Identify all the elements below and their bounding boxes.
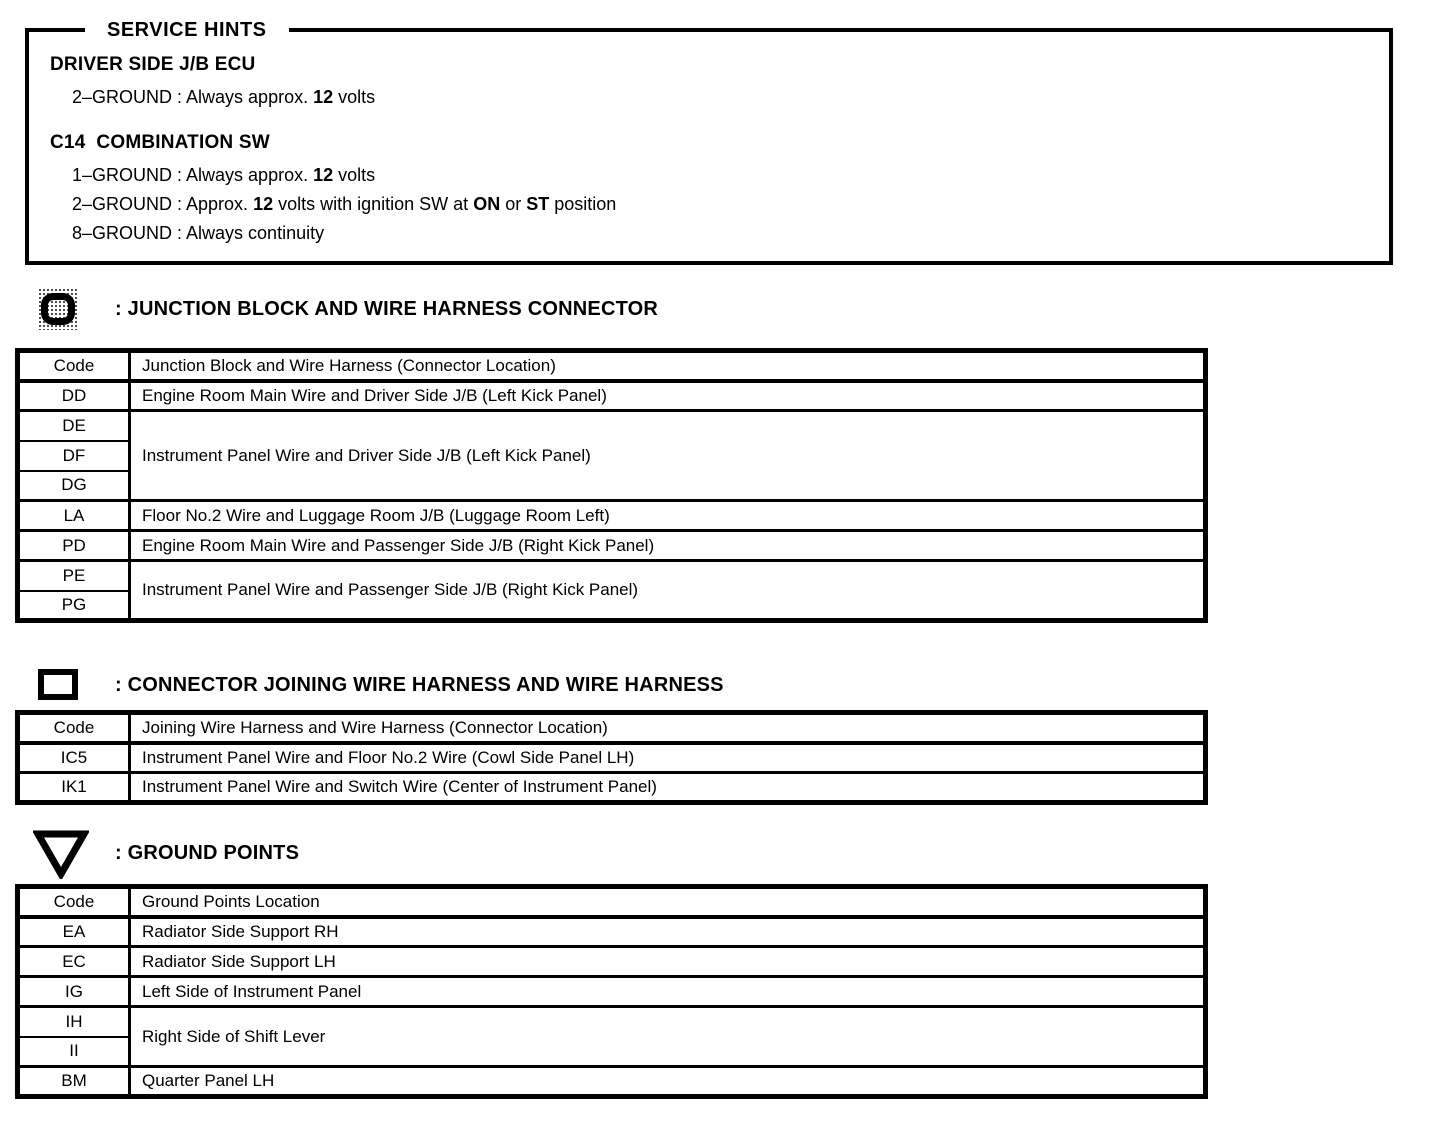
table-row bbox=[18, 561, 1206, 591]
table-row bbox=[18, 1067, 1206, 1097]
hint-line: 2–GROUND : Approx. 12 volts with ignition SW at ON or ST position bbox=[72, 194, 617, 214]
table-row bbox=[18, 501, 1206, 531]
code-cell: DE bbox=[18, 411, 130, 441]
ground-point-icon bbox=[33, 829, 89, 884]
hint-line: 1–GROUND : Always approx. 12 volts bbox=[72, 165, 376, 185]
legend-label-ground-points: : GROUND POINTS bbox=[115, 842, 300, 864]
code-cell: PE bbox=[18, 561, 130, 591]
table-row bbox=[18, 531, 1206, 561]
service-hints-box bbox=[25, 19, 1393, 265]
column-header-code: Code bbox=[18, 351, 130, 381]
joining-connector-icon bbox=[38, 669, 78, 700]
location-cell: Instrument Panel Wire and Switch Wire (Center of Instrument Panel) bbox=[130, 773, 1206, 803]
location-cell: Radiator Side Support RH bbox=[130, 917, 1206, 947]
location-cell: Right Side of Shift Lever bbox=[130, 1007, 1206, 1067]
code-cell: IH bbox=[18, 1007, 130, 1037]
code-cell: II bbox=[18, 1037, 130, 1067]
code-cell: DD bbox=[18, 381, 130, 411]
code-cell: PD bbox=[18, 531, 130, 561]
hint-group-heading-c14-combination-sw: C14 COMBINATION SW bbox=[50, 132, 270, 153]
table-row bbox=[18, 381, 1206, 411]
location-cell: Instrument Panel Wire and Floor No.2 Wire (Cowl Side Panel LH) bbox=[130, 743, 1206, 773]
column-header-location: Joining Wire Harness and Wire Harness (Connector Location) bbox=[130, 713, 1206, 743]
code-cell: IG bbox=[18, 977, 130, 1007]
location-cell: Instrument Panel Wire and Driver Side J/B (Left Kick Panel) bbox=[130, 411, 1206, 501]
column-header-location: Junction Block and Wire Harness (Connector Location) bbox=[130, 351, 1206, 381]
location-cell: Floor No.2 Wire and Luggage Room J/B (Luggage Room Left) bbox=[130, 501, 1206, 531]
table-row bbox=[18, 917, 1206, 947]
location-cell: Engine Room Main Wire and Driver Side J/B (Left Kick Panel) bbox=[130, 381, 1206, 411]
code-cell: EA bbox=[18, 917, 130, 947]
legend-label-joining-connector: : CONNECTOR JOINING WIRE HARNESS AND WIRE HARNESS bbox=[115, 674, 724, 696]
table-row bbox=[18, 1007, 1206, 1037]
table-row bbox=[18, 773, 1206, 803]
location-cell: Instrument Panel Wire and Passenger Side J/B (Right Kick Panel) bbox=[130, 561, 1206, 621]
table-header-row bbox=[18, 887, 1206, 917]
ground-points-table bbox=[15, 884, 1208, 1099]
legend-label-junction-block: : JUNCTION BLOCK AND WIRE HARNESS CONNECTOR bbox=[115, 298, 659, 320]
column-header-code: Code bbox=[18, 713, 130, 743]
table-row bbox=[18, 411, 1206, 441]
code-cell: IK1 bbox=[18, 773, 130, 803]
code-cell: BM bbox=[18, 1067, 130, 1097]
code-cell: PG bbox=[18, 591, 130, 621]
junction-block-table bbox=[15, 348, 1208, 623]
hint-line: 8–GROUND : Always continuity bbox=[72, 223, 325, 243]
code-cell: DF bbox=[18, 441, 130, 471]
hint-line: 2–GROUND : Always approx. 12 volts bbox=[72, 87, 376, 107]
junction-block-ring bbox=[41, 293, 75, 325]
location-cell: Quarter Panel LH bbox=[130, 1067, 1206, 1097]
location-cell: Left Side of Instrument Panel bbox=[130, 977, 1206, 1007]
table-row bbox=[18, 743, 1206, 773]
hint-group-heading-driver-side-jb-ecu: DRIVER SIDE J/B ECU bbox=[50, 54, 256, 75]
table-row bbox=[18, 977, 1206, 1007]
code-cell: LA bbox=[18, 501, 130, 531]
service-hints-title: SERVICE HINTS bbox=[85, 17, 289, 43]
table-header-row bbox=[18, 713, 1206, 743]
table-row bbox=[18, 947, 1206, 977]
code-cell: DG bbox=[18, 471, 130, 501]
code-cell: EC bbox=[18, 947, 130, 977]
junction-block-connector-icon bbox=[38, 288, 78, 330]
service-hints-content bbox=[29, 32, 1389, 248]
column-header-code: Code bbox=[18, 887, 130, 917]
table-header-row bbox=[18, 351, 1206, 381]
column-header-location: Ground Points Location bbox=[130, 887, 1206, 917]
joining-connector-table bbox=[15, 710, 1208, 805]
location-cell: Radiator Side Support LH bbox=[130, 947, 1206, 977]
location-cell: Engine Room Main Wire and Passenger Side J/B (Right Kick Panel) bbox=[130, 531, 1206, 561]
code-cell: IC5 bbox=[18, 743, 130, 773]
